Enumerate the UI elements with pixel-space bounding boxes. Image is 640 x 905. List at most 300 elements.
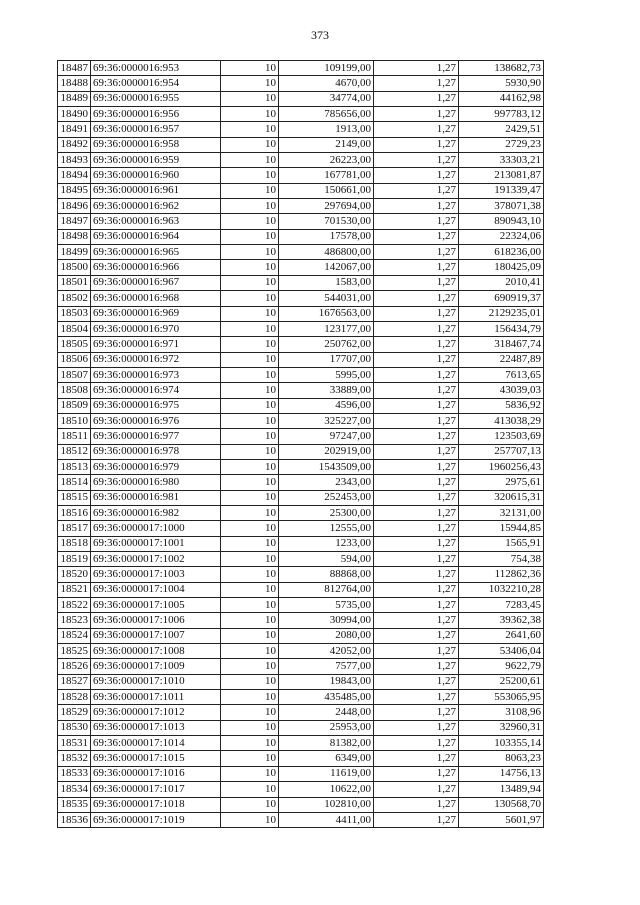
table-row xyxy=(58,199,544,214)
coefficient-cell: 1,27 xyxy=(374,168,459,183)
cadastral-value-cell: 2729,23 xyxy=(459,137,544,152)
coefficient-cell: 1,27 xyxy=(374,214,459,229)
coefficient-cell: 1,27 xyxy=(374,429,459,444)
area-cell: 142067,00 xyxy=(279,260,374,275)
table-row xyxy=(58,505,544,520)
row-number-cell: 18496 xyxy=(58,199,91,214)
row-number-cell: 18506 xyxy=(58,352,91,367)
cadastral-number-cell: 69:36:0000017:1004 xyxy=(91,582,221,597)
coefficient-cell: 1,27 xyxy=(374,521,459,536)
area-cell: 4596,00 xyxy=(279,398,374,413)
area-cell: 34774,00 xyxy=(279,91,374,106)
cadastral-value-cell: 5836,92 xyxy=(459,398,544,413)
coefficient-cell: 1,27 xyxy=(374,736,459,751)
coefficient-cell: 1,27 xyxy=(374,690,459,705)
table-row xyxy=(58,613,544,628)
cadastral-value-cell: 5930,90 xyxy=(459,76,544,91)
row-number-cell: 18516 xyxy=(58,505,91,520)
row-number-cell: 18521 xyxy=(58,582,91,597)
cadastral-number-cell: 69:36:0000016:976 xyxy=(91,413,221,428)
cadastral-value-cell: 2010,41 xyxy=(459,275,544,290)
coefficient-cell: 1,27 xyxy=(374,321,459,336)
coefficient-cell: 1,27 xyxy=(374,475,459,490)
cadastral-value-cell: 15944,85 xyxy=(459,521,544,536)
row-number-cell: 18526 xyxy=(58,659,91,674)
row-number-cell: 18525 xyxy=(58,644,91,659)
category-code-cell: 10 xyxy=(221,260,279,275)
area-cell: 4670,00 xyxy=(279,76,374,91)
cadastral-value-cell: 320615,31 xyxy=(459,490,544,505)
area-cell: 25953,00 xyxy=(279,720,374,735)
cadastral-number-cell: 69:36:0000017:1002 xyxy=(91,552,221,567)
category-code-cell: 10 xyxy=(221,521,279,536)
table-row xyxy=(58,275,544,290)
table-body xyxy=(58,61,544,828)
category-code-cell: 10 xyxy=(221,137,279,152)
table-row xyxy=(58,429,544,444)
cadastral-value-cell: 2975,61 xyxy=(459,475,544,490)
table-row xyxy=(58,690,544,705)
cadastral-number-cell: 69:36:0000016:974 xyxy=(91,383,221,398)
cadastral-value-cell: 191339,47 xyxy=(459,183,544,198)
cadastral-number-cell: 69:36:0000017:1003 xyxy=(91,567,221,582)
cadastral-value-cell: 890943,10 xyxy=(459,214,544,229)
cadastral-value-cell: 318467,74 xyxy=(459,337,544,352)
row-number-cell: 18510 xyxy=(58,413,91,428)
cadastral-number-cell: 69:36:0000017:1007 xyxy=(91,628,221,643)
row-number-cell: 18527 xyxy=(58,674,91,689)
area-cell: 10622,00 xyxy=(279,782,374,797)
coefficient-cell: 1,27 xyxy=(374,505,459,520)
area-cell: 81382,00 xyxy=(279,736,374,751)
row-number-cell: 18488 xyxy=(58,76,91,91)
cadastral-value-cell: 123503,69 xyxy=(459,429,544,444)
area-cell: 701530,00 xyxy=(279,214,374,229)
cadastral-value-cell: 14756,13 xyxy=(459,766,544,781)
area-cell: 2080,00 xyxy=(279,628,374,643)
cadastral-number-cell: 69:36:0000016:968 xyxy=(91,291,221,306)
area-cell: 594,00 xyxy=(279,552,374,567)
row-number-cell: 18495 xyxy=(58,183,91,198)
area-cell: 1913,00 xyxy=(279,122,374,137)
coefficient-cell: 1,27 xyxy=(374,61,459,76)
row-number-cell: 18529 xyxy=(58,705,91,720)
row-number-cell: 18524 xyxy=(58,628,91,643)
category-code-cell: 10 xyxy=(221,674,279,689)
table-row xyxy=(58,153,544,168)
coefficient-cell: 1,27 xyxy=(374,628,459,643)
area-cell: 2149,00 xyxy=(279,137,374,152)
cadastral-number-cell: 69:36:0000016:967 xyxy=(91,275,221,290)
coefficient-cell: 1,27 xyxy=(374,782,459,797)
cadastral-number-cell: 69:36:0000016:963 xyxy=(91,214,221,229)
category-code-cell: 10 xyxy=(221,751,279,766)
area-cell: 30994,00 xyxy=(279,613,374,628)
area-cell: 26223,00 xyxy=(279,153,374,168)
category-code-cell: 10 xyxy=(221,183,279,198)
cadastral-number-cell: 69:36:0000016:957 xyxy=(91,122,221,137)
table-row xyxy=(58,91,544,106)
cadastral-value-cell: 138682,73 xyxy=(459,61,544,76)
cadastral-number-cell: 69:36:0000016:958 xyxy=(91,137,221,152)
coefficient-cell: 1,27 xyxy=(374,797,459,812)
cadastral-value-cell: 8063,23 xyxy=(459,751,544,766)
table-row xyxy=(58,644,544,659)
cadastral-value-cell: 13489,94 xyxy=(459,782,544,797)
table-row xyxy=(58,367,544,382)
row-number-cell: 18501 xyxy=(58,275,91,290)
area-cell: 12555,00 xyxy=(279,521,374,536)
category-code-cell: 10 xyxy=(221,797,279,812)
row-number-cell: 18504 xyxy=(58,321,91,336)
coefficient-cell: 1,27 xyxy=(374,107,459,122)
area-cell: 1233,00 xyxy=(279,536,374,551)
table-row xyxy=(58,444,544,459)
coefficient-cell: 1,27 xyxy=(374,552,459,567)
table-row xyxy=(58,766,544,781)
area-cell: 6349,00 xyxy=(279,751,374,766)
category-code-cell: 10 xyxy=(221,153,279,168)
table-row xyxy=(58,398,544,413)
coefficient-cell: 1,27 xyxy=(374,245,459,260)
row-number-cell: 18531 xyxy=(58,736,91,751)
cadastral-number-cell: 69:36:0000016:955 xyxy=(91,91,221,106)
area-cell: 435485,00 xyxy=(279,690,374,705)
row-number-cell: 18492 xyxy=(58,137,91,152)
table-row xyxy=(58,168,544,183)
category-code-cell: 10 xyxy=(221,352,279,367)
cadastral-number-cell: 69:36:0000016:953 xyxy=(91,61,221,76)
cadastral-value-cell: 25200,61 xyxy=(459,674,544,689)
coefficient-cell: 1,27 xyxy=(374,413,459,428)
category-code-cell: 10 xyxy=(221,475,279,490)
cadastral-number-cell: 69:36:0000017:1018 xyxy=(91,797,221,812)
cadastral-number-cell: 69:36:0000017:1012 xyxy=(91,705,221,720)
cadastral-number-cell: 69:36:0000017:1006 xyxy=(91,613,221,628)
cadastral-value-cell: 2129235,01 xyxy=(459,306,544,321)
coefficient-cell: 1,27 xyxy=(374,705,459,720)
cadastral-value-cell: 22487,89 xyxy=(459,352,544,367)
area-cell: 5735,00 xyxy=(279,598,374,613)
area-cell: 7577,00 xyxy=(279,659,374,674)
cadastral-number-cell: 69:36:0000016:956 xyxy=(91,107,221,122)
area-cell: 102810,00 xyxy=(279,797,374,812)
cadastral-value-cell: 213081,87 xyxy=(459,168,544,183)
row-number-cell: 18519 xyxy=(58,552,91,567)
category-code-cell: 10 xyxy=(221,214,279,229)
row-number-cell: 18522 xyxy=(58,598,91,613)
row-number-cell: 18530 xyxy=(58,720,91,735)
coefficient-cell: 1,27 xyxy=(374,91,459,106)
category-code-cell: 10 xyxy=(221,444,279,459)
coefficient-cell: 1,27 xyxy=(374,275,459,290)
row-number-cell: 18499 xyxy=(58,245,91,260)
cadastral-number-cell: 69:36:0000016:960 xyxy=(91,168,221,183)
row-number-cell: 18505 xyxy=(58,337,91,352)
row-number-cell: 18497 xyxy=(58,214,91,229)
cadastral-number-cell: 69:36:0000017:1017 xyxy=(91,782,221,797)
area-cell: 544031,00 xyxy=(279,291,374,306)
row-number-cell: 18528 xyxy=(58,690,91,705)
row-number-cell: 18490 xyxy=(58,107,91,122)
area-cell: 109199,00 xyxy=(279,61,374,76)
row-number-cell: 18491 xyxy=(58,122,91,137)
table-row xyxy=(58,76,544,91)
coefficient-cell: 1,27 xyxy=(374,444,459,459)
row-number-cell: 18512 xyxy=(58,444,91,459)
cadastral-number-cell: 69:36:0000017:1005 xyxy=(91,598,221,613)
area-cell: 17578,00 xyxy=(279,229,374,244)
category-code-cell: 10 xyxy=(221,720,279,735)
cadastral-value-cell: 1565,91 xyxy=(459,536,544,551)
cadastral-number-cell: 69:36:0000016:966 xyxy=(91,260,221,275)
cadastral-number-cell: 69:36:0000017:1009 xyxy=(91,659,221,674)
coefficient-cell: 1,27 xyxy=(374,229,459,244)
area-cell: 812764,00 xyxy=(279,582,374,597)
coefficient-cell: 1,27 xyxy=(374,306,459,321)
category-code-cell: 10 xyxy=(221,598,279,613)
cadastral-value-cell: 618236,00 xyxy=(459,245,544,260)
row-number-cell: 18493 xyxy=(58,153,91,168)
area-cell: 2448,00 xyxy=(279,705,374,720)
category-code-cell: 10 xyxy=(221,490,279,505)
row-number-cell: 18503 xyxy=(58,306,91,321)
table-row xyxy=(58,736,544,751)
area-cell: 25300,00 xyxy=(279,505,374,520)
area-cell: 5995,00 xyxy=(279,367,374,382)
row-number-cell: 18489 xyxy=(58,91,91,106)
coefficient-cell: 1,27 xyxy=(374,812,459,827)
table-row xyxy=(58,352,544,367)
category-code-cell: 10 xyxy=(221,367,279,382)
cadastral-value-cell: 553065,95 xyxy=(459,690,544,705)
category-code-cell: 10 xyxy=(221,736,279,751)
area-cell: 297694,00 xyxy=(279,199,374,214)
cadastral-number-cell: 69:36:0000016:964 xyxy=(91,229,221,244)
coefficient-cell: 1,27 xyxy=(374,490,459,505)
category-code-cell: 10 xyxy=(221,690,279,705)
category-code-cell: 10 xyxy=(221,644,279,659)
category-code-cell: 10 xyxy=(221,505,279,520)
coefficient-cell: 1,27 xyxy=(374,613,459,628)
cadastral-number-cell: 69:36:0000016:965 xyxy=(91,245,221,260)
area-cell: 88868,00 xyxy=(279,567,374,582)
category-code-cell: 10 xyxy=(221,582,279,597)
row-number-cell: 18533 xyxy=(58,766,91,781)
row-number-cell: 18487 xyxy=(58,61,91,76)
row-number-cell: 18511 xyxy=(58,429,91,444)
table-row xyxy=(58,122,544,137)
coefficient-cell: 1,27 xyxy=(374,659,459,674)
area-cell: 17707,00 xyxy=(279,352,374,367)
cadastral-value-cell: 43039,03 xyxy=(459,383,544,398)
category-code-cell: 10 xyxy=(221,168,279,183)
area-cell: 250762,00 xyxy=(279,337,374,352)
area-cell: 33889,00 xyxy=(279,383,374,398)
row-number-cell: 18500 xyxy=(58,260,91,275)
table-row xyxy=(58,61,544,76)
table-row xyxy=(58,475,544,490)
category-code-cell: 10 xyxy=(221,245,279,260)
cadastral-number-cell: 69:36:0000016:970 xyxy=(91,321,221,336)
coefficient-cell: 1,27 xyxy=(374,337,459,352)
area-cell: 123177,00 xyxy=(279,321,374,336)
cadastral-number-cell: 69:36:0000016:975 xyxy=(91,398,221,413)
area-cell: 486800,00 xyxy=(279,245,374,260)
table-row xyxy=(58,628,544,643)
row-number-cell: 18534 xyxy=(58,782,91,797)
table-row xyxy=(58,291,544,306)
cadastral-number-cell: 69:36:0000016:978 xyxy=(91,444,221,459)
category-code-cell: 10 xyxy=(221,567,279,582)
coefficient-cell: 1,27 xyxy=(374,567,459,582)
area-cell: 252453,00 xyxy=(279,490,374,505)
coefficient-cell: 1,27 xyxy=(374,291,459,306)
coefficient-cell: 1,27 xyxy=(374,582,459,597)
coefficient-cell: 1,27 xyxy=(374,137,459,152)
cadastral-value-cell: 378071,38 xyxy=(459,199,544,214)
table-row xyxy=(58,797,544,812)
cadastral-value-cell: 53406,04 xyxy=(459,644,544,659)
table-row xyxy=(58,582,544,597)
table-row xyxy=(58,598,544,613)
category-code-cell: 10 xyxy=(221,766,279,781)
row-number-cell: 18509 xyxy=(58,398,91,413)
page-number: 373 xyxy=(311,28,329,42)
coefficient-cell: 1,27 xyxy=(374,352,459,367)
category-code-cell: 10 xyxy=(221,398,279,413)
row-number-cell: 18502 xyxy=(58,291,91,306)
area-cell: 167781,00 xyxy=(279,168,374,183)
category-code-cell: 10 xyxy=(221,199,279,214)
cadastral-value-cell: 2641,60 xyxy=(459,628,544,643)
category-code-cell: 10 xyxy=(221,306,279,321)
area-cell: 42052,00 xyxy=(279,644,374,659)
cadastral-number-cell: 69:36:0000017:1001 xyxy=(91,536,221,551)
category-code-cell: 10 xyxy=(221,628,279,643)
category-code-cell: 10 xyxy=(221,552,279,567)
coefficient-cell: 1,27 xyxy=(374,153,459,168)
category-code-cell: 10 xyxy=(221,275,279,290)
table-row xyxy=(58,306,544,321)
cadastral-value-cell: 2429,51 xyxy=(459,122,544,137)
cadastral-number-cell: 69:36:0000017:1014 xyxy=(91,736,221,751)
category-code-cell: 10 xyxy=(221,337,279,352)
table-row xyxy=(58,245,544,260)
cadastral-value-cell: 997783,12 xyxy=(459,107,544,122)
coefficient-cell: 1,27 xyxy=(374,199,459,214)
cadastral-number-cell: 69:36:0000016:972 xyxy=(91,352,221,367)
cadastral-number-cell: 69:36:0000016:977 xyxy=(91,429,221,444)
table-row xyxy=(58,552,544,567)
coefficient-cell: 1,27 xyxy=(374,766,459,781)
cadastral-number-cell: 69:36:0000016:979 xyxy=(91,459,221,474)
cadastral-value-cell: 413038,29 xyxy=(459,413,544,428)
table-row xyxy=(58,490,544,505)
cadastral-number-cell: 69:36:0000016:980 xyxy=(91,475,221,490)
area-cell: 202919,00 xyxy=(279,444,374,459)
cadastral-number-cell: 69:36:0000016:962 xyxy=(91,199,221,214)
area-cell: 4411,00 xyxy=(279,812,374,827)
row-number-cell: 18518 xyxy=(58,536,91,551)
coefficient-cell: 1,27 xyxy=(374,751,459,766)
row-number-cell: 18536 xyxy=(58,812,91,827)
cadastral-value-cell: 3108,96 xyxy=(459,705,544,720)
coefficient-cell: 1,27 xyxy=(374,367,459,382)
category-code-cell: 10 xyxy=(221,91,279,106)
category-code-cell: 10 xyxy=(221,321,279,336)
coefficient-cell: 1,27 xyxy=(374,183,459,198)
table-row xyxy=(58,720,544,735)
cadastral-value-cell: 156434,79 xyxy=(459,321,544,336)
row-number-cell: 18520 xyxy=(58,567,91,582)
table-row xyxy=(58,705,544,720)
cadastral-number-cell: 69:36:0000016:971 xyxy=(91,337,221,352)
cadastral-value-cell: 9622,79 xyxy=(459,659,544,674)
coefficient-cell: 1,27 xyxy=(374,398,459,413)
category-code-cell: 10 xyxy=(221,782,279,797)
cadastral-number-cell: 69:36:0000017:1000 xyxy=(91,521,221,536)
coefficient-cell: 1,27 xyxy=(374,76,459,91)
category-code-cell: 10 xyxy=(221,812,279,827)
cadastral-value-table xyxy=(57,60,544,828)
area-cell: 1543509,00 xyxy=(279,459,374,474)
cadastral-value-cell: 5601,97 xyxy=(459,812,544,827)
cadastral-number-cell: 69:36:0000016:981 xyxy=(91,490,221,505)
cadastral-value-cell: 130568,70 xyxy=(459,797,544,812)
cadastral-value-cell: 7283,45 xyxy=(459,598,544,613)
cadastral-value-cell: 754,38 xyxy=(459,552,544,567)
row-number-cell: 18517 xyxy=(58,521,91,536)
category-code-cell: 10 xyxy=(221,413,279,428)
table-row xyxy=(58,659,544,674)
category-code-cell: 10 xyxy=(221,122,279,137)
row-number-cell: 18507 xyxy=(58,367,91,382)
cadastral-number-cell: 69:36:0000017:1010 xyxy=(91,674,221,689)
table-row xyxy=(58,812,544,827)
coefficient-cell: 1,27 xyxy=(374,383,459,398)
category-code-cell: 10 xyxy=(221,61,279,76)
area-cell: 19843,00 xyxy=(279,674,374,689)
cadastral-number-cell: 69:36:0000017:1015 xyxy=(91,751,221,766)
coefficient-cell: 1,27 xyxy=(374,122,459,137)
area-cell: 785656,00 xyxy=(279,107,374,122)
table-row xyxy=(58,536,544,551)
row-number-cell: 18498 xyxy=(58,229,91,244)
cadastral-value-cell: 103355,14 xyxy=(459,736,544,751)
table-row xyxy=(58,383,544,398)
table-row xyxy=(58,751,544,766)
category-code-cell: 10 xyxy=(221,107,279,122)
category-code-cell: 10 xyxy=(221,705,279,720)
category-code-cell: 10 xyxy=(221,76,279,91)
cadastral-value-cell: 180425,09 xyxy=(459,260,544,275)
coefficient-cell: 1,27 xyxy=(374,720,459,735)
cadastral-number-cell: 69:36:0000017:1011 xyxy=(91,690,221,705)
category-code-cell: 10 xyxy=(221,613,279,628)
cadastral-number-cell: 69:36:0000016:973 xyxy=(91,367,221,382)
cadastral-number-cell: 69:36:0000016:954 xyxy=(91,76,221,91)
table-row xyxy=(58,137,544,152)
table-row xyxy=(58,321,544,336)
cadastral-number-cell: 69:36:0000016:959 xyxy=(91,153,221,168)
row-number-cell: 18535 xyxy=(58,797,91,812)
category-code-cell: 10 xyxy=(221,429,279,444)
cadastral-number-cell: 69:36:0000016:961 xyxy=(91,183,221,198)
category-code-cell: 10 xyxy=(221,459,279,474)
coefficient-cell: 1,27 xyxy=(374,260,459,275)
table-row xyxy=(58,521,544,536)
